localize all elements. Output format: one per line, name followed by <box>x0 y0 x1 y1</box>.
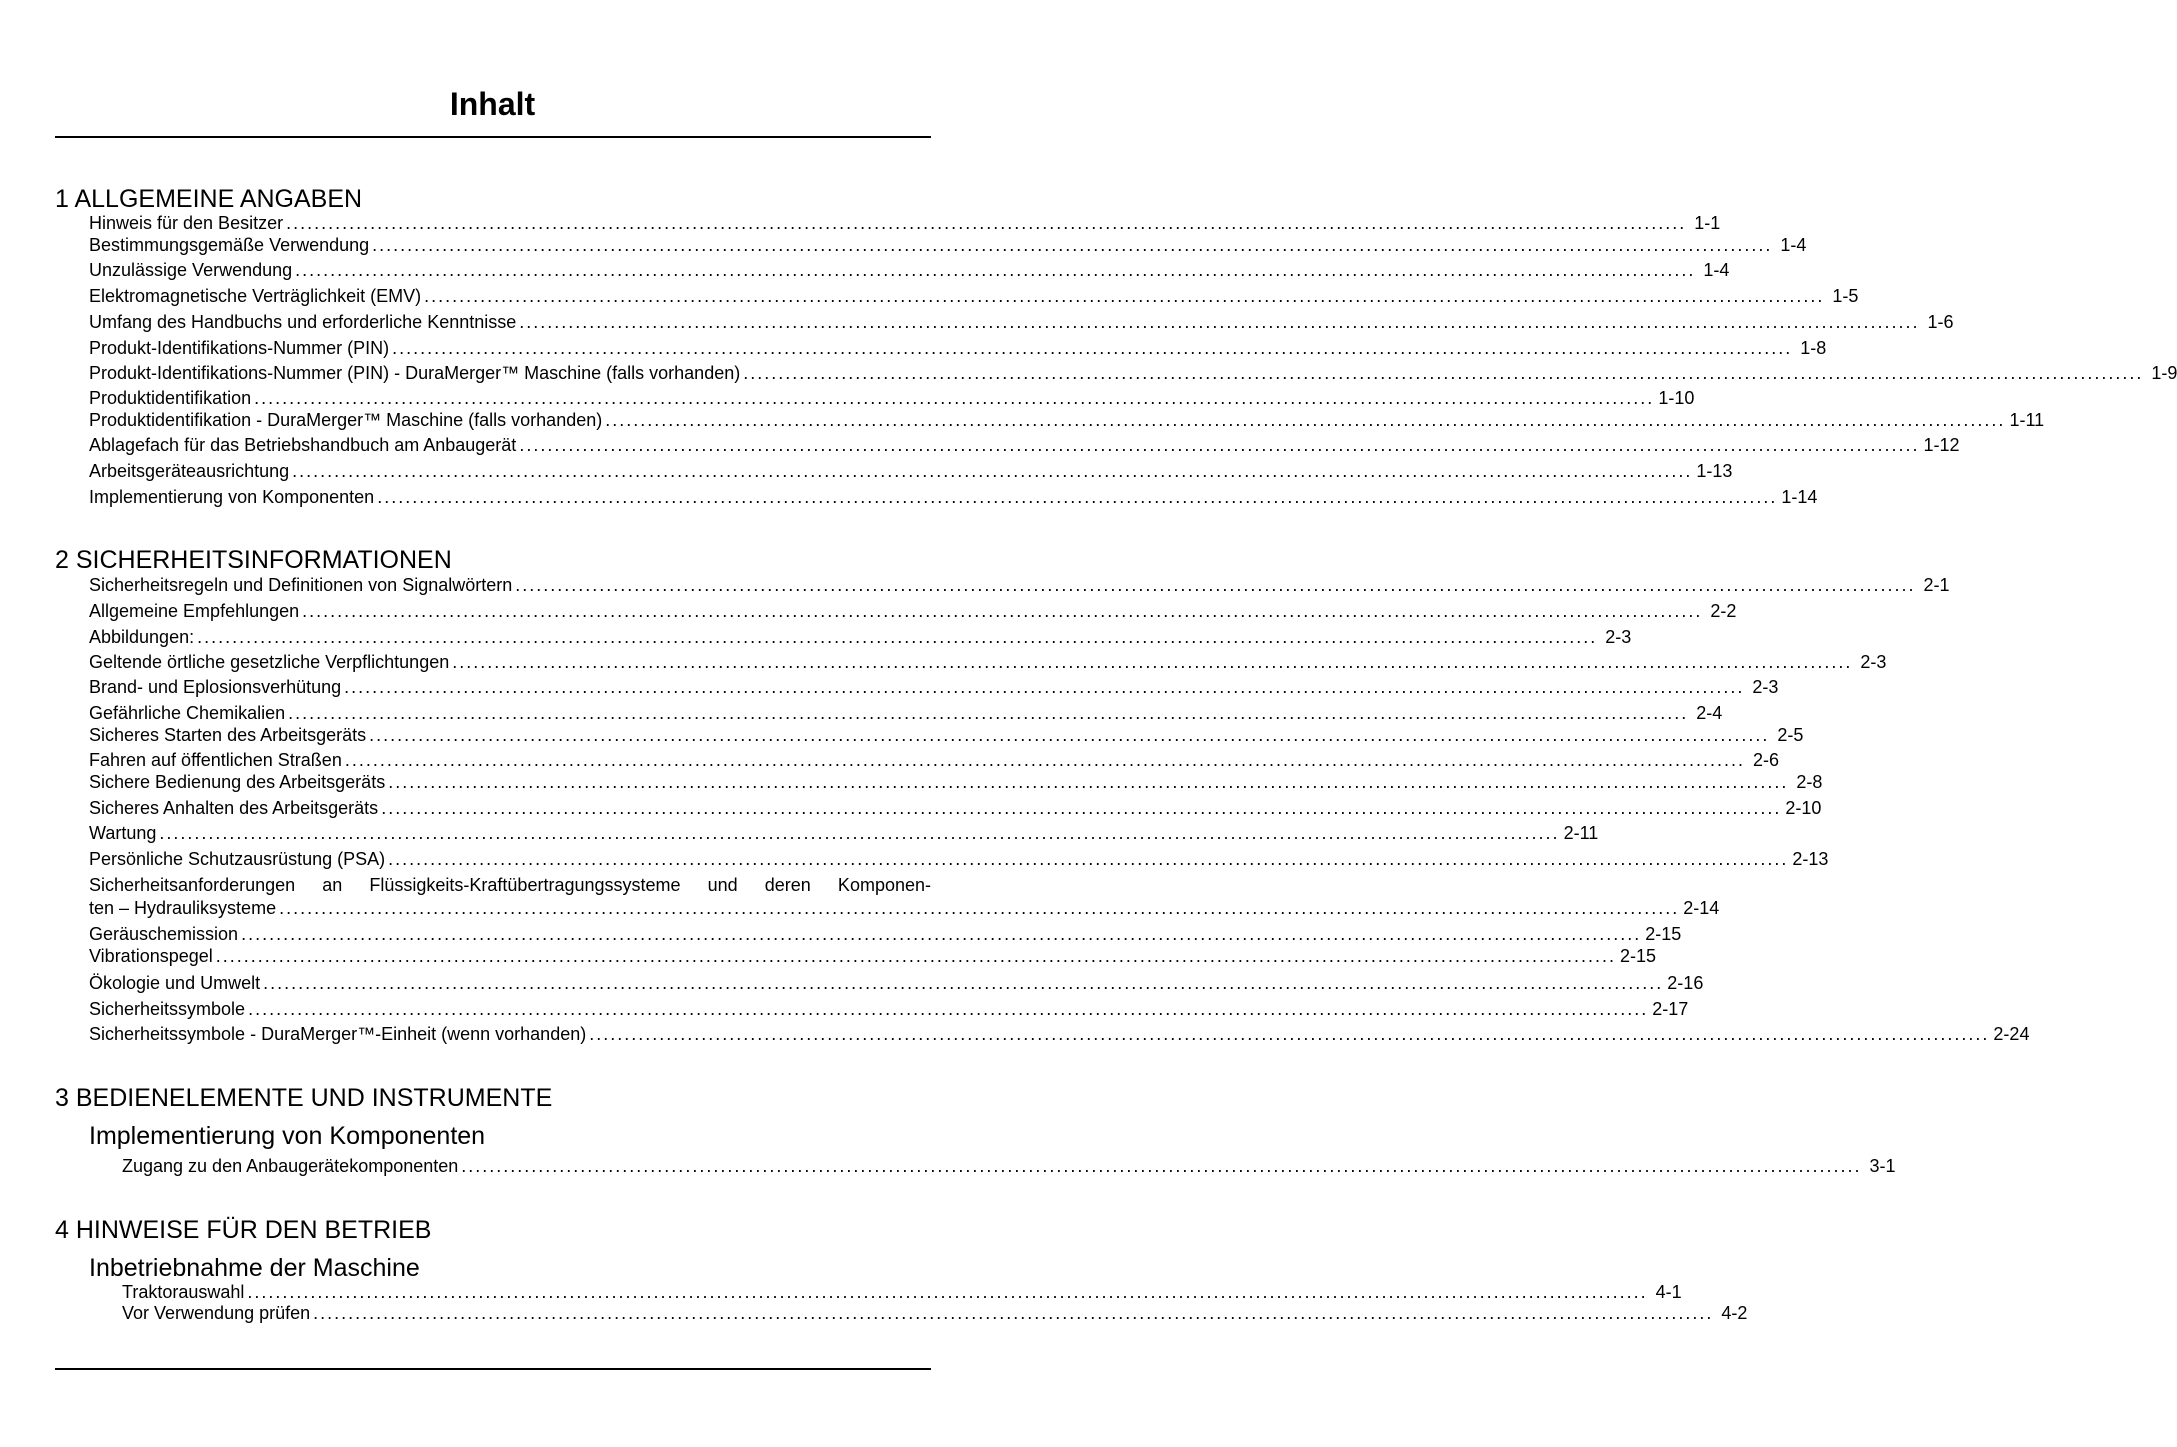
toc-entry[interactable]: Sichere Bedienung des Arbeitsgeräts ........................................................................................................................................................................................................ 2-8 <box>89 772 1823 792</box>
toc-entry[interactable]: Elektromagnetische Verträglichkeit (EMV) ........................................................................................................................................................................................................ 1-5 <box>89 286 1859 306</box>
section-title: Inbetriebnahme der Maschine <box>89 1254 420 1282</box>
toc-entry[interactable]: Arbeitsgeräteausrichtung ........................................................................................................................................................................................................ 1-13 <box>89 461 1733 481</box>
toc-entry[interactable]: Bestimmungsgemäße Verwendung ........................................................................................................................................................................................................ 1-4 <box>89 235 1807 255</box>
toc-entry[interactable]: Sicheres Starten des Arbeitsgeräts ........................................................................................................................................................................................................ 2-5 <box>89 725 1804 745</box>
chapter-3-title: 3 BEDIENELEMENTE UND INSTRUMENTE <box>55 1084 553 1112</box>
toc-entry[interactable]: Produktidentifikation ........................................................................................................................................................................................................ 1-10 <box>89 388 1695 408</box>
toc-entry[interactable]: ten – Hydrauliksysteme ........................................................................................................................................................................................................ 2-14 <box>89 898 1720 918</box>
toc-entry[interactable]: Geräuschemission ........................................................................................................................................................................................................ 2-15 <box>89 924 1682 944</box>
toc-entry[interactable]: Sicheres Anhalten des Arbeitsgeräts ........................................................................................................................................................................................................ 2-10 <box>89 798 1822 818</box>
toc-entry[interactable]: Sicherheitssymbole ........................................................................................................................................................................................................ 2-17 <box>89 999 1689 1019</box>
toc-entry[interactable]: Ablagefach für das Betriebshandbuch am Anbaugerät ........................................................................................................................................................................................................ 1-12 <box>89 435 1960 455</box>
toc-entry[interactable]: Produkt-Identifikations-Nummer (PIN) ........................................................................................................................................................................................................ 1-8 <box>89 338 1827 358</box>
toc-entry[interactable]: Fahren auf öffentlichen Straßen ........................................................................................................................................................................................................ 2-6 <box>89 750 1780 770</box>
toc-entry[interactable]: Sicherheitsregeln und Definitionen von Signalwörtern ........................................................................................................................................................................................................ 2-1 <box>89 575 1950 595</box>
toc-entry[interactable]: Umfang des Handbuchs und erforderliche Kenntnisse ........................................................................................................................................................................................................ 1-6 <box>89 312 1954 332</box>
chapter-1-title: 1 ALLGEMEINE ANGABEN <box>55 185 363 213</box>
toc-entry[interactable]: Allgemeine Empfehlungen ........................................................................................................................................................................................................ 2-2 <box>89 601 1737 621</box>
toc-entry[interactable]: Brand- und Eplosionsverhütung ........................................................................................................................................................................................................ 2-3 <box>89 677 1779 697</box>
toc-entry[interactable]: Vor Verwendung prüfen ........................................................................................................................................................................................................ 4-2 <box>122 1303 1748 1323</box>
toc-entry-wrapped-line[interactable]: Sicherheitsanforderungen an Flüssigkeits-Kraftübertragungssysteme und deren Komponen- <box>89 875 931 895</box>
toc-entry[interactable]: Produktidentifikation - DuraMerger™ Maschine (falls vorhanden) ........................................................................................................................................................................................................ 1-11 <box>89 410 2045 430</box>
toc-entry[interactable]: Produkt-Identifikations-Nummer (PIN) - DuraMerger™ Maschine (falls vorhanden) ........................................................................................................................................................................................................ 1-9 <box>89 363 2177 383</box>
toc-entry[interactable]: Vibrationspegel ........................................................................................................................................................................................................ 2-15 <box>89 946 1656 966</box>
footer-rule <box>55 1368 931 1370</box>
toc-entry[interactable]: Ökologie und Umwelt ........................................................................................................................................................................................................ 2-16 <box>89 973 1704 993</box>
toc-entry[interactable]: Implementierung von Komponenten ........................................................................................................................................................................................................ 1-14 <box>89 487 1818 507</box>
section-title: Implementierung von Komponenten <box>89 1122 486 1150</box>
chapter-4-title: 4 HINWEISE FÜR DEN BETRIEB <box>55 1216 432 1244</box>
chapter-2-title: 2 SICHERHEITSINFORMATIONEN <box>55 546 452 574</box>
toc-entry[interactable]: Zugang zu den Anbaugerätekomponenten ........................................................................................................................................................................................................ 3-1 <box>122 1156 1896 1176</box>
toc-entry[interactable]: Unzulässige Verwendung ........................................................................................................................................................................................................ 1-4 <box>89 260 1730 280</box>
toc-entry[interactable]: Wartung ........................................................................................................................................................................................................ 2-11 <box>89 823 1599 843</box>
page-title: Inhalt <box>449 86 536 122</box>
toc-entry[interactable]: Sicherheitssymbole - DuraMerger™-Einheit (wenn vorhanden) ........................................................................................................................................................................................................ 2-24 <box>89 1024 2030 1044</box>
toc-entry[interactable]: Hinweis für den Besitzer ........................................................................................................................................................................................................ 1-1 <box>89 213 1721 233</box>
toc-entry[interactable]: Abbildungen: ........................................................................................................................................................................................................ 2-3 <box>89 627 1632 647</box>
toc-entry[interactable]: Traktorauswahl ........................................................................................................................................................................................................ 4-1 <box>122 1282 1682 1302</box>
toc-entry[interactable]: Persönliche Schutzausrüstung (PSA) ........................................................................................................................................................................................................ 2-13 <box>89 849 1829 869</box>
toc-entry[interactable]: Gefährliche Chemikalien ........................................................................................................................................................................................................ 2-4 <box>89 703 1723 723</box>
toc-entry[interactable]: Geltende örtliche gesetzliche Verpflichtungen ........................................................................................................................................................................................................ 2-3 <box>89 652 1887 672</box>
